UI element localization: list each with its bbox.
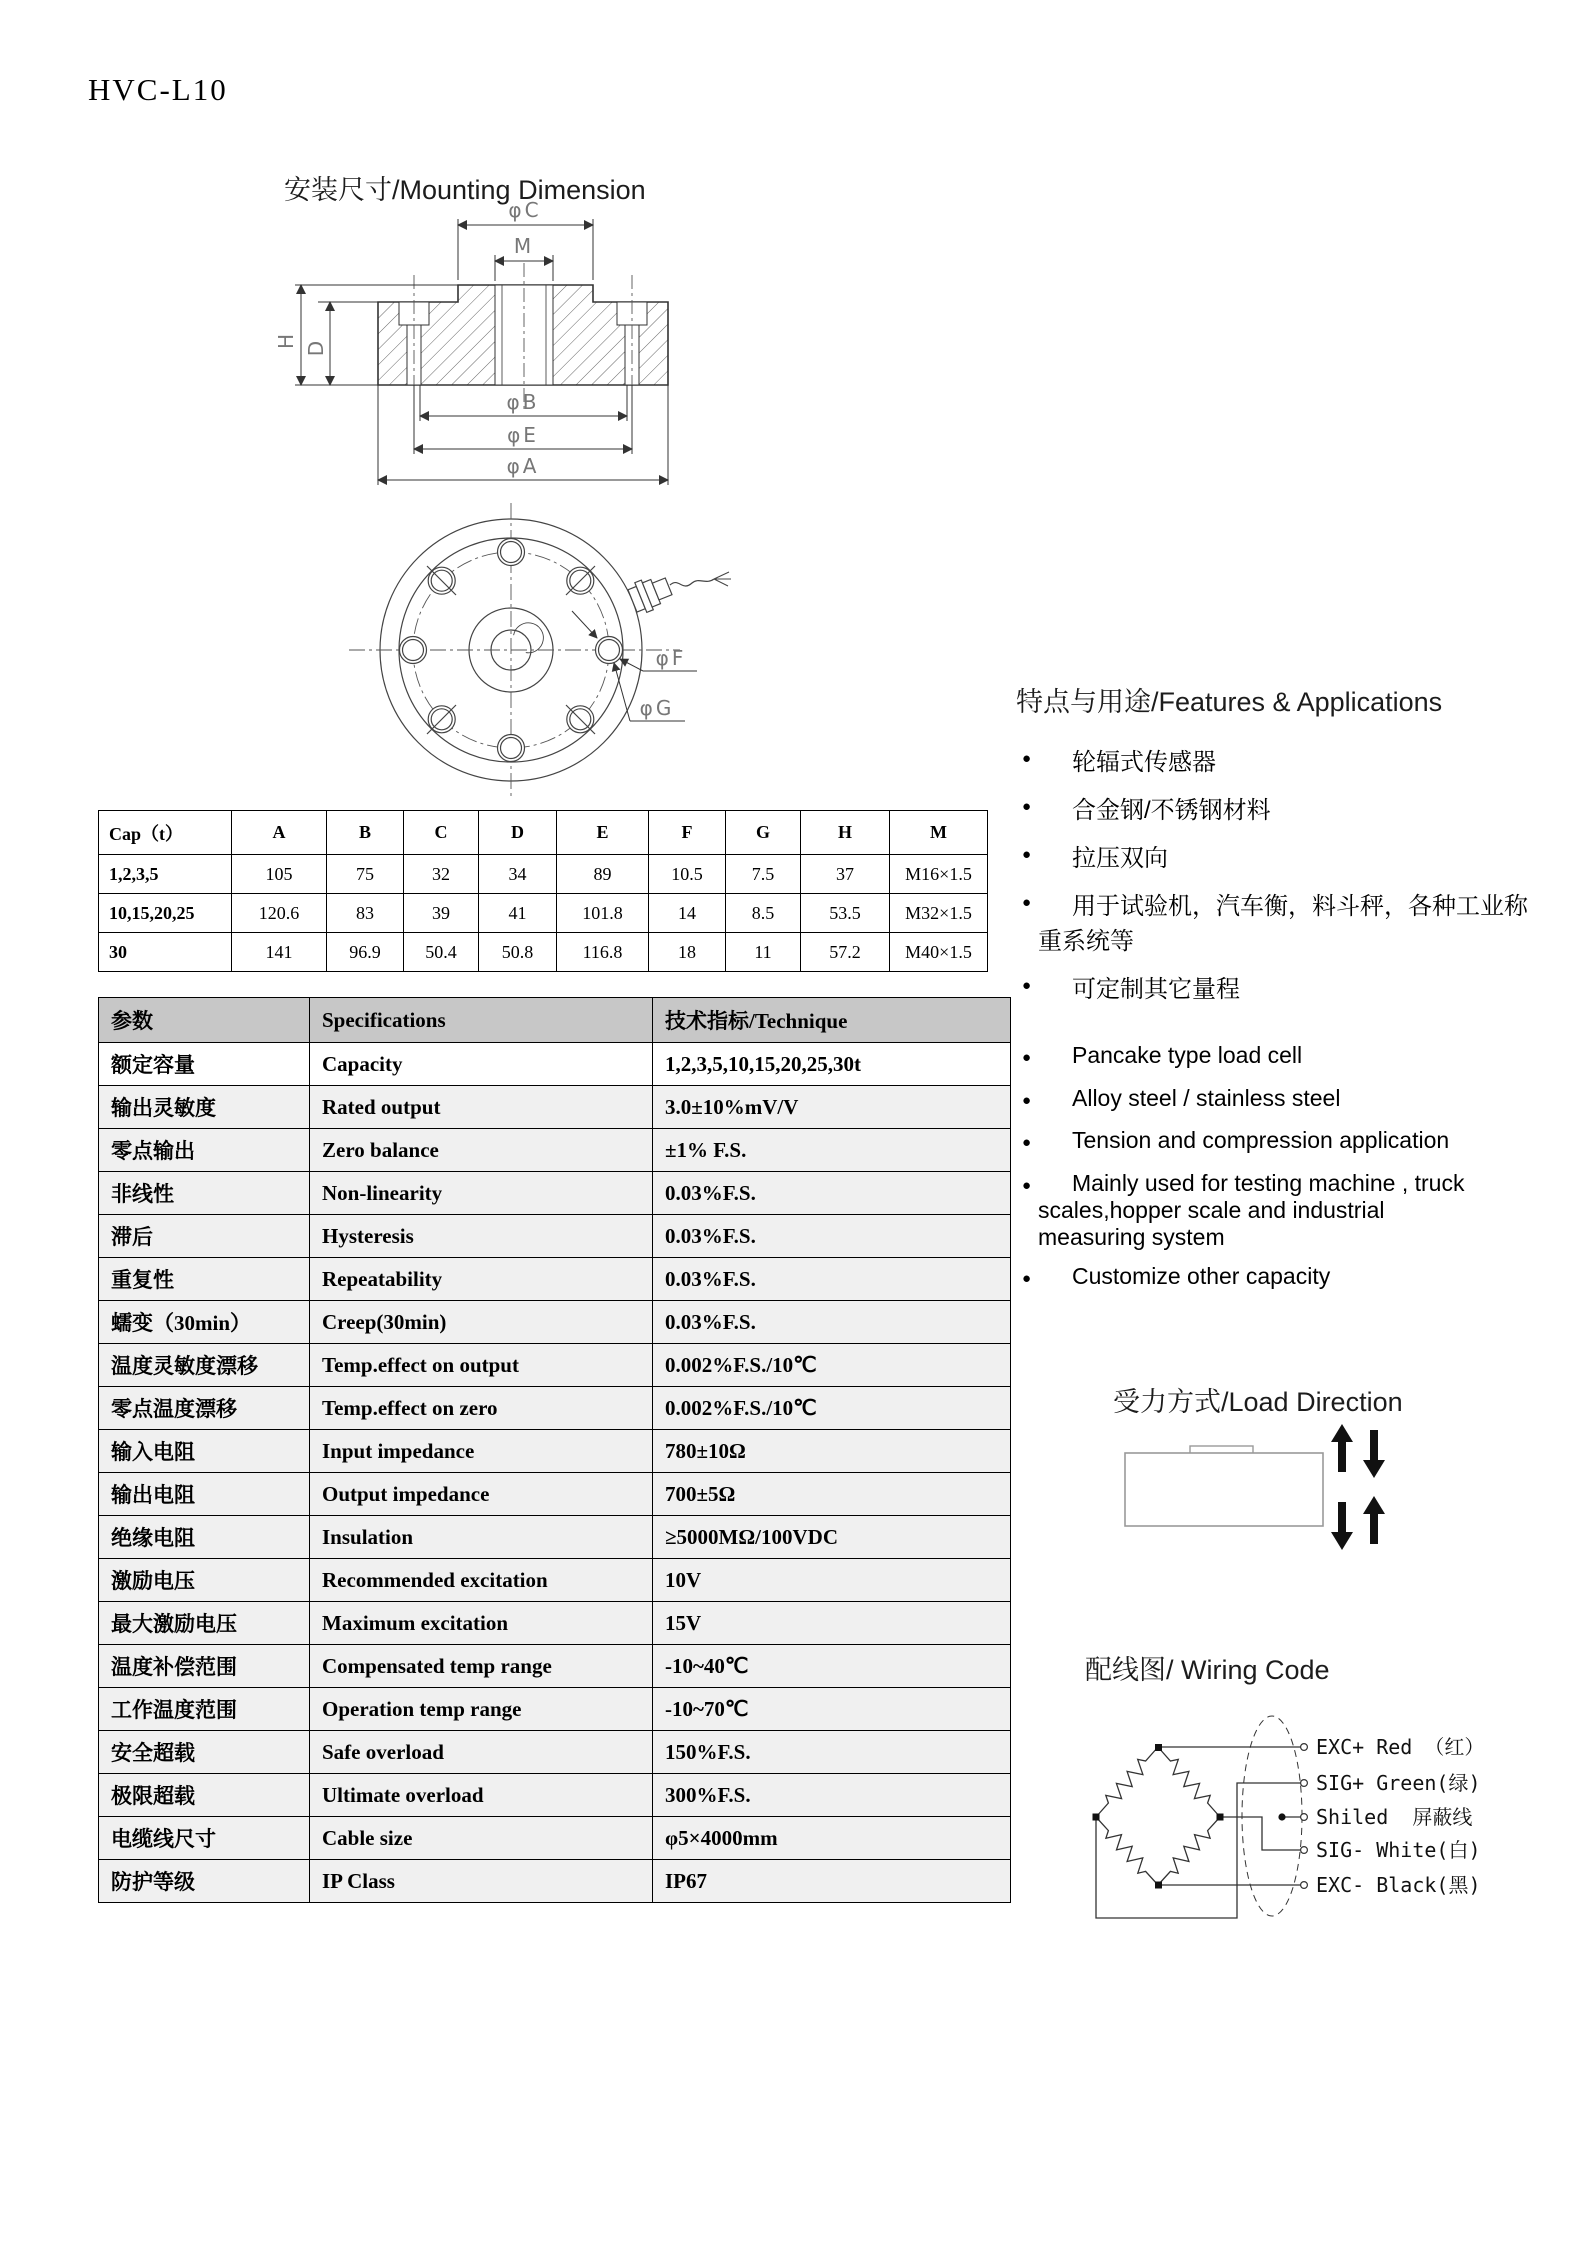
cell: 780±10Ω xyxy=(653,1430,1011,1473)
wiring-code-heading: 配线图/ Wiring Code xyxy=(1085,1655,1330,1685)
cell: 输入电阻 xyxy=(99,1430,310,1473)
table-row xyxy=(99,1774,1011,1817)
cell: Input impedance xyxy=(310,1430,653,1473)
mounting-drawing-top-view xyxy=(335,487,765,799)
cell: 滞后 xyxy=(99,1215,310,1258)
cell: 18 xyxy=(649,933,726,972)
table-row xyxy=(99,1731,1011,1774)
cell: 32 xyxy=(404,855,479,894)
cell: 50.8 xyxy=(479,933,557,972)
cell: 57.2 xyxy=(801,933,890,972)
list-item: ● 轮辐式传感器 xyxy=(1022,742,1574,777)
cell: 89 xyxy=(557,855,649,894)
cell: Ultimate overload xyxy=(310,1774,653,1817)
table-row xyxy=(99,1645,1011,1688)
cell: 53.5 xyxy=(801,894,890,933)
cell: 96.9 xyxy=(327,933,404,972)
table-row xyxy=(99,1430,1011,1473)
table-row xyxy=(99,1602,1011,1645)
table-row xyxy=(99,1473,1011,1516)
cell: 零点输出 xyxy=(99,1129,310,1172)
dim-label-phiA: φA xyxy=(506,454,540,478)
table-row xyxy=(99,1387,1011,1430)
cell: 温度补偿范围 xyxy=(99,1645,310,1688)
cell: IP67 xyxy=(653,1860,1011,1903)
column-header: A xyxy=(232,811,327,855)
cell: ≥5000MΩ/100VDC xyxy=(653,1516,1011,1559)
column-header: C xyxy=(404,811,479,855)
list-item: ● Mainly used for testing machine , truck scales,hopper scale and industrial measuring system xyxy=(1022,1169,1465,1250)
column-header: Specifications xyxy=(310,998,653,1043)
features-list-en xyxy=(1022,1042,1502,1305)
load-direction-arrows xyxy=(1331,1424,1385,1550)
table-row xyxy=(99,1215,1011,1258)
wheatstone-bridge xyxy=(1096,1716,1302,1918)
cell: 83 xyxy=(327,894,404,933)
dim-label-phiC: φC xyxy=(508,198,542,222)
column-header: B xyxy=(327,811,404,855)
dim-label-phiG: φG xyxy=(639,696,675,720)
list-item: ● 拉压双向 xyxy=(1022,838,1574,873)
bullet-icon: ● xyxy=(1022,1269,1032,1287)
wire-label-sig-minus: SIG- White(白) xyxy=(1316,1838,1481,1862)
cell: Cable size xyxy=(310,1817,653,1860)
wiring-diagram xyxy=(1075,1700,1585,1950)
cell: 116.8 xyxy=(557,933,649,972)
column-header: F xyxy=(649,811,726,855)
table-header-row xyxy=(99,811,988,855)
cell: Safe overload xyxy=(310,1731,653,1774)
cable-gland xyxy=(626,571,731,615)
cell: 105 xyxy=(232,855,327,894)
bullet-icon: ● xyxy=(1022,894,1032,911)
cell: 141 xyxy=(232,933,327,972)
column-header: E xyxy=(557,811,649,855)
cell: Repeatability xyxy=(310,1258,653,1301)
list-item: ● Customize other capacity xyxy=(1022,1263,1502,1294)
table-row xyxy=(99,1043,1011,1086)
cell: 额定容量 xyxy=(99,1043,310,1086)
load-cell-body xyxy=(1125,1453,1323,1526)
table-row xyxy=(99,1344,1011,1387)
bullet-icon: ● xyxy=(1022,1176,1032,1194)
cell: 41 xyxy=(479,894,557,933)
cell: M32×1.5 xyxy=(890,894,988,933)
dim-label-phiF: φF xyxy=(655,646,687,670)
load-direction-diagram xyxy=(1118,1420,1458,1590)
table-row xyxy=(99,1516,1011,1559)
cell: 8.5 xyxy=(726,894,801,933)
cell: 非线性 xyxy=(99,1172,310,1215)
cell: 14 xyxy=(649,894,726,933)
column-header: D xyxy=(479,811,557,855)
cell: 1,2,3,5,10,15,20,25,30t xyxy=(653,1043,1011,1086)
dim-label-M: M xyxy=(513,234,535,258)
cell: Creep(30min) xyxy=(310,1301,653,1344)
bullet-icon: ● xyxy=(1022,750,1032,767)
cell: 防护等级 xyxy=(99,1860,310,1903)
cell: 温度灵敏度漂移 xyxy=(99,1344,310,1387)
cell: -10~70℃ xyxy=(653,1688,1011,1731)
bullet-icon: ● xyxy=(1022,1134,1032,1151)
load-direction-heading: 受力方式/Load Direction xyxy=(1113,1387,1403,1417)
cell: 34 xyxy=(479,855,557,894)
bullet-icon: ● xyxy=(1022,977,1032,994)
cell: 10V xyxy=(653,1559,1011,1602)
column-header: Cap（t） xyxy=(99,811,232,855)
table-row xyxy=(99,855,988,894)
features-heading: 特点与用途/Features & Applications xyxy=(1016,687,1443,717)
cell: 30 xyxy=(99,933,232,972)
wire-label-shield: Shiled 屏蔽线 xyxy=(1316,1805,1473,1829)
table-row xyxy=(99,1817,1011,1860)
wire-label-exc-minus: EXC- Black(黑) xyxy=(1316,1873,1481,1897)
cell: 10,15,20,25 xyxy=(99,894,232,933)
cell: 75 xyxy=(327,855,404,894)
bullet-icon: ● xyxy=(1022,1091,1032,1109)
column-header: G xyxy=(726,811,801,855)
cell: Maximum excitation xyxy=(310,1602,653,1645)
table-row xyxy=(99,894,988,933)
wire-label-exc-plus: EXC+ Red （红） xyxy=(1316,1735,1485,1759)
table-row xyxy=(99,1688,1011,1731)
cell: 重复性 xyxy=(99,1258,310,1301)
cell: 120.6 xyxy=(232,894,327,933)
cell: 11 xyxy=(726,933,801,972)
cell: Rated output xyxy=(310,1086,653,1129)
cell: 电缆线尺寸 xyxy=(99,1817,310,1860)
table-row xyxy=(99,1559,1011,1602)
bullet-icon: ● xyxy=(1022,846,1032,863)
cell: Recommended excitation xyxy=(310,1559,653,1602)
cell: 安全超载 xyxy=(99,1731,310,1774)
cell: 0.03%F.S. xyxy=(653,1172,1011,1215)
cell: IP Class xyxy=(310,1860,653,1903)
wire-label-sig-plus: SIG+ Green(绿) xyxy=(1316,1771,1481,1795)
bullet-icon: ● xyxy=(1022,798,1032,815)
column-header: H xyxy=(801,811,890,855)
cell: 极限超载 xyxy=(99,1774,310,1817)
bullet-icon: ● xyxy=(1022,1049,1032,1066)
table-row xyxy=(99,1086,1011,1129)
cell: 1,2,3,5 xyxy=(99,855,232,894)
cell: 输出电阻 xyxy=(99,1473,310,1516)
table-header-row xyxy=(99,998,1011,1043)
dimension-table xyxy=(98,810,988,972)
cell: 101.8 xyxy=(557,894,649,933)
specification-table xyxy=(98,997,1011,1903)
column-header: 参数 xyxy=(99,998,310,1043)
cell: Temp.effect on zero xyxy=(310,1387,653,1430)
list-item: ● Pancake type load cell xyxy=(1022,1042,1502,1073)
cell: 300%F.S. xyxy=(653,1774,1011,1817)
list-item: ● Tension and compression application xyxy=(1022,1127,1502,1158)
cell: 50.4 xyxy=(404,933,479,972)
dim-label-D: D xyxy=(304,337,328,357)
cell: 蠕变（30min） xyxy=(99,1301,310,1344)
cell: ±1% F.S. xyxy=(653,1129,1011,1172)
cell: Non-linearity xyxy=(310,1172,653,1215)
cell: 0.03%F.S. xyxy=(653,1301,1011,1344)
cell: Hysteresis xyxy=(310,1215,653,1258)
cell: 0.002%F.S./10℃ xyxy=(653,1344,1011,1387)
features-list-cn xyxy=(1022,742,1574,1017)
cell: 0.002%F.S./10℃ xyxy=(653,1387,1011,1430)
cell: Temp.effect on output xyxy=(310,1344,653,1387)
cell: 最大激励电压 xyxy=(99,1602,310,1645)
cell: 7.5 xyxy=(726,855,801,894)
table-row xyxy=(99,1129,1011,1172)
cell: 150%F.S. xyxy=(653,1731,1011,1774)
cell: 10.5 xyxy=(649,855,726,894)
mounting-drawing-section-view xyxy=(190,195,710,495)
list-item: ● 可定制其它量程 xyxy=(1022,969,1574,1004)
table-row xyxy=(99,1301,1011,1344)
cell: 3.0±10%mV/V xyxy=(653,1086,1011,1129)
list-item: ● 用于试验机，汽车衡，料斗秤，各种工业称重系统等 xyxy=(1022,886,1574,956)
page-title: HVC-L10 xyxy=(88,72,228,107)
cell: 15V xyxy=(653,1602,1011,1645)
cell: Compensated temp range xyxy=(310,1645,653,1688)
table-row xyxy=(99,1860,1011,1903)
table-row xyxy=(99,933,988,972)
cell: 700±5Ω xyxy=(653,1473,1011,1516)
list-item: ● 合金钢/不锈钢材料 xyxy=(1022,790,1574,825)
wire-terminals xyxy=(1301,1744,1308,1889)
table-row xyxy=(99,1258,1011,1301)
cell: φ5×4000mm xyxy=(653,1817,1011,1860)
cell: Capacity xyxy=(310,1043,653,1086)
dim-label-phiB: φB xyxy=(506,390,540,414)
cell: M40×1.5 xyxy=(890,933,988,972)
cable xyxy=(670,579,714,586)
cell: Output impedance xyxy=(310,1473,653,1516)
dim-label-phiE: φE xyxy=(507,423,539,447)
cell: 37 xyxy=(801,855,890,894)
cell: 输出灵敏度 xyxy=(99,1086,310,1129)
cell: 工作温度范围 xyxy=(99,1688,310,1731)
cell: 绝缘电阻 xyxy=(99,1516,310,1559)
cell: 0.03%F.S. xyxy=(653,1258,1011,1301)
cell: 零点温度漂移 xyxy=(99,1387,310,1430)
cell: Zero balance xyxy=(310,1129,653,1172)
column-header: M xyxy=(890,811,988,855)
column-header: 技术指标/Technique xyxy=(653,998,1011,1043)
table-row xyxy=(99,1172,1011,1215)
mounting-dimension-heading: 安装尺寸/Mounting Dimension xyxy=(284,175,646,205)
cell: 39 xyxy=(404,894,479,933)
cell: Operation temp range xyxy=(310,1688,653,1731)
list-item: ● Alloy steel / stainless steel xyxy=(1022,1085,1502,1116)
cell: 0.03%F.S. xyxy=(653,1215,1011,1258)
cell: -10~40℃ xyxy=(653,1645,1011,1688)
cell: 激励电压 xyxy=(99,1559,310,1602)
cell: M16×1.5 xyxy=(890,855,988,894)
dim-label-H: H xyxy=(274,330,298,350)
cell: Insulation xyxy=(310,1516,653,1559)
cable-sheath xyxy=(1242,1716,1302,1916)
